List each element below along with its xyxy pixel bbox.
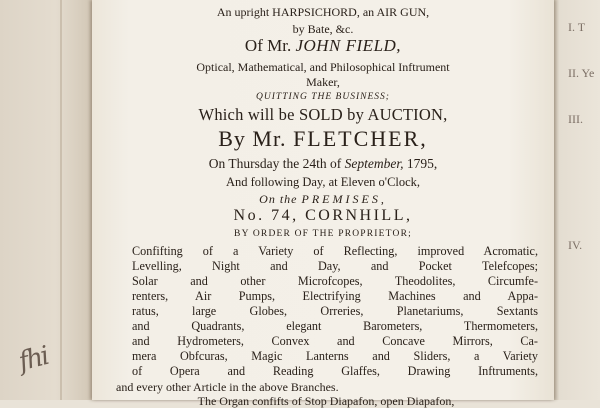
date-month: September,: [344, 156, 404, 171]
underlying-page-right: [554, 0, 600, 400]
trade-line-2: Maker,: [306, 75, 340, 89]
date-prefix: On Thursday the 24th of: [208, 156, 342, 171]
underlying-page-left: [0, 0, 92, 400]
body-line: renters, Air Pumps, Electrifying Machines and Appa-: [132, 289, 538, 303]
body-line: and Quadrants, elegant Barometers, Thermometers,: [132, 319, 538, 333]
auction-notice-page: [92, 0, 554, 408]
trade-line-1: Optical, Mathematical, and Philosophical Inftrument: [196, 60, 450, 74]
sold-line: Which will be SOLD by AUCTION,: [198, 105, 448, 124]
owner-name: JOHN FIELD,: [295, 36, 402, 55]
organ-line: The Organ confifts of Stop Diapafon, open Diapafon,: [197, 394, 455, 408]
body-line: and Hydrometers, Convex and Concave Mirrors, Ca-: [132, 334, 538, 348]
body-line: mera Obfcuras, Magic Lanterns and Sliders, a Variety: [132, 349, 538, 363]
body-line: ratus, large Globes, Orreries, Planetariums, Sextants: [132, 304, 538, 318]
order-line: BY ORDER OF THE PROPRIETOR;: [234, 229, 412, 239]
owner-prefix: Of Mr.: [244, 36, 292, 55]
handwritten-mark: fhi: [15, 341, 51, 378]
on-the: On the: [259, 192, 298, 206]
right-fragment: IV.: [568, 238, 583, 252]
body-line-last: and every other Article in the above Branches.: [116, 380, 339, 394]
auctioneer-name: FLETCHER,: [293, 126, 428, 151]
header-line-2: by Bate, &c.: [292, 22, 354, 36]
body-line: Confifting of a Variety of Reflecting, improved Acromatic,: [132, 244, 538, 258]
body-line: of Opera and Reading Glaffes, Drawing Inftruments,: [132, 364, 538, 378]
auctioneer-prefix: By Mr.: [218, 126, 287, 151]
date-year: 1795,: [406, 156, 438, 171]
premises: PREMISES,: [301, 192, 387, 206]
owner-line: [92, 37, 554, 54]
header-line-1: An upright HARPSICHORD, an AIR GUN,: [216, 5, 430, 19]
body-line: Solar and other Microfcopes, Theodolites, Circumfe-: [132, 274, 538, 288]
body-line: Levelling, Night and Day, and Pocket Telefcopes;: [132, 259, 538, 273]
date-line: [92, 157, 554, 171]
right-fragment: III.: [568, 112, 583, 126]
right-fragment: I. T: [568, 20, 586, 34]
auctioneer-line: [92, 128, 554, 150]
following-line: And following Day, at Eleven o'Clock,: [225, 175, 421, 189]
right-fragment: II. Ye: [568, 66, 595, 80]
quitting-line: QUITTING THE BUSINESS;: [256, 92, 390, 102]
address-line: No. 74, CORNHILL,: [233, 207, 413, 224]
premises-line: [92, 193, 554, 205]
